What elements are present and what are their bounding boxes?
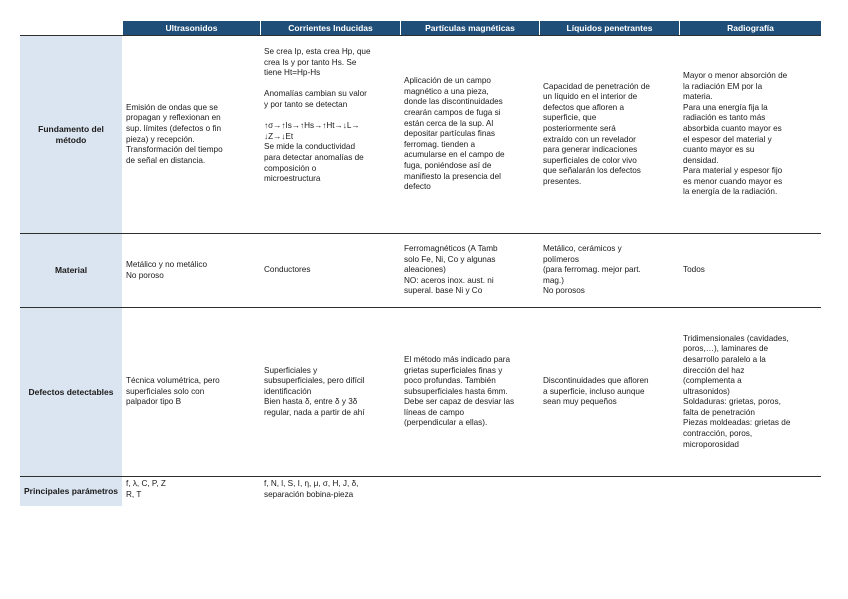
header-corner [20,21,122,35]
cell-parametros-particulas [400,477,539,506]
cell-defectos-radiografia [679,308,821,476]
cell-parametros-radiografia [679,477,821,506]
header-radiografia: Radiografía [679,21,821,35]
row-label-fundamento: Fundamento del método [20,36,122,233]
cell-defectos-liquidos [539,308,679,476]
cell-defectos-ultrasonidos [122,308,260,476]
cell-text: Superficiales y subsuperficiales, pero difícil identificación Bien hasta δ, entre δ y 3δ regular, nada a partir de ahí [264,365,365,417]
cell-fundamento-particulas [400,36,539,233]
cell-parametros-ultrasonidos [122,477,260,506]
cell-material-ultrasonidos [122,234,260,307]
cell-text: Metálico, cerámicos y polímeros (para ferromag. mejor part. mag.) No porosos [543,244,641,296]
cell-text: Capacidad de penetración de un líquido en el interior de defectos que afloren a superficie, que posteriormente será extraído con un revelador para generar indicaciones superficiales de color vivo que señalarán los defectos presentes. [543,81,650,186]
table-row-defectos [20,307,821,476]
table-row-fundamento [20,35,821,233]
cell-parametros-liquidos [539,477,679,506]
cell-fundamento-ultrasonidos [122,36,260,233]
cell-text: f, N, l, S, I, η, μ, σ, H, J, δ, separación bobina-pieza [264,479,359,499]
cell-defectos-corrientes [260,308,400,476]
cell-text: Conductores [264,265,311,275]
header-liquidos-penetrantes: Líquidos penetrantes [539,21,679,35]
cell-text: Tridimensionales (cavidades, poros,…), laminares de desarrollo paralelo a la dirección del haz (complementa a ultrasonidos) Soldaduras: grietas, poros, falta de penetración Piezas moldeadas: grietas de contracción, poros, microporosidad [683,333,791,449]
row-label-material: Material [20,234,122,307]
cell-parametros-corrientes [260,477,400,506]
header-ultrasonidos: Ultrasonidos [122,21,260,35]
cell-text: Aplicación de un campo magnético a una pieza, donde las discontinuidades crearán campos de fuga si están cerca de la sup. Al depositar partículas finas ferromag. tienden a acumularse en el campo de fuga, poniéndose así de manifiesto la presencia del defecto [404,76,505,192]
cell-text: Se crea Ip, esta crea Hp, que crea Is y por tanto Hs. Se tiene Ht=Hp-Hs Anomalías cambian su valor y por tanto se detectan ↑σ→↑Is→↑Hs→↑Ht→↓L→ ↓Z→↓Et Se mide la conductividad para detectar anomalías de composición o microestructura [264,47,371,184]
cell-fundamento-corrientes [260,36,400,233]
cell-defectos-particulas [400,308,539,476]
cell-material-radiografia [679,234,821,307]
cell-text: Técnica volumétrica, pero superficiales solo con palpador tipo B [126,376,220,407]
cell-text: f, λ, C, P, Z R, T [126,479,166,499]
cell-text: El método más indicado para grietas superficiales finas y poco profundas. También subsuperficiales hasta 6mm. Debe ser capaz de desviar las líneas de campo (perpendicular a ellas). [404,354,515,428]
cell-text: Mayor o menor absorción de la radiación EM por la materia. Para una energía fija la radiación es tanto más absorbida cuanto mayor es el espesor del material y cuanto mayor es su densidad. Para material y espesor fijo es menor cuando mayor es la energía de la radiación. [683,70,788,197]
cell-material-liquidos [539,234,679,307]
header-particulas-magneticas: Partículas magnéticas [400,21,539,35]
cell-fundamento-liquidos [539,36,679,233]
row-label-parametros: Principales parámetros [20,477,122,506]
table-row-parametros [20,476,821,506]
cell-text: Metálico y no metálico No poroso [126,259,207,280]
row-label-defectos: Defectos detectables [20,308,122,476]
cell-text: Discontinuidades que afloren a superficie, incluso aunque sean muy pequeños [543,376,649,407]
table-row-material [20,233,821,307]
cell-fundamento-radiografia [679,36,821,233]
header-row [20,21,821,35]
cell-material-particulas [400,234,539,307]
cell-text: Emisión de ondas que se propagan y reflexionan en sup. límites (defectos o fin pieza) y recepción. Transformación del tiempo de señal en distancia. [126,102,223,165]
comparison-table [20,21,821,506]
header-corrientes-inducidas: Corrientes Inducidas [260,21,400,35]
cell-material-corrientes [260,234,400,307]
cell-text: Ferromagnéticos (A Tamb solo Fe, Ni, Co y algunas aleaciones) NO: aceros inox. aust. ni superal. base Ni y Co [404,244,498,296]
cell-text: Todos [683,265,705,275]
